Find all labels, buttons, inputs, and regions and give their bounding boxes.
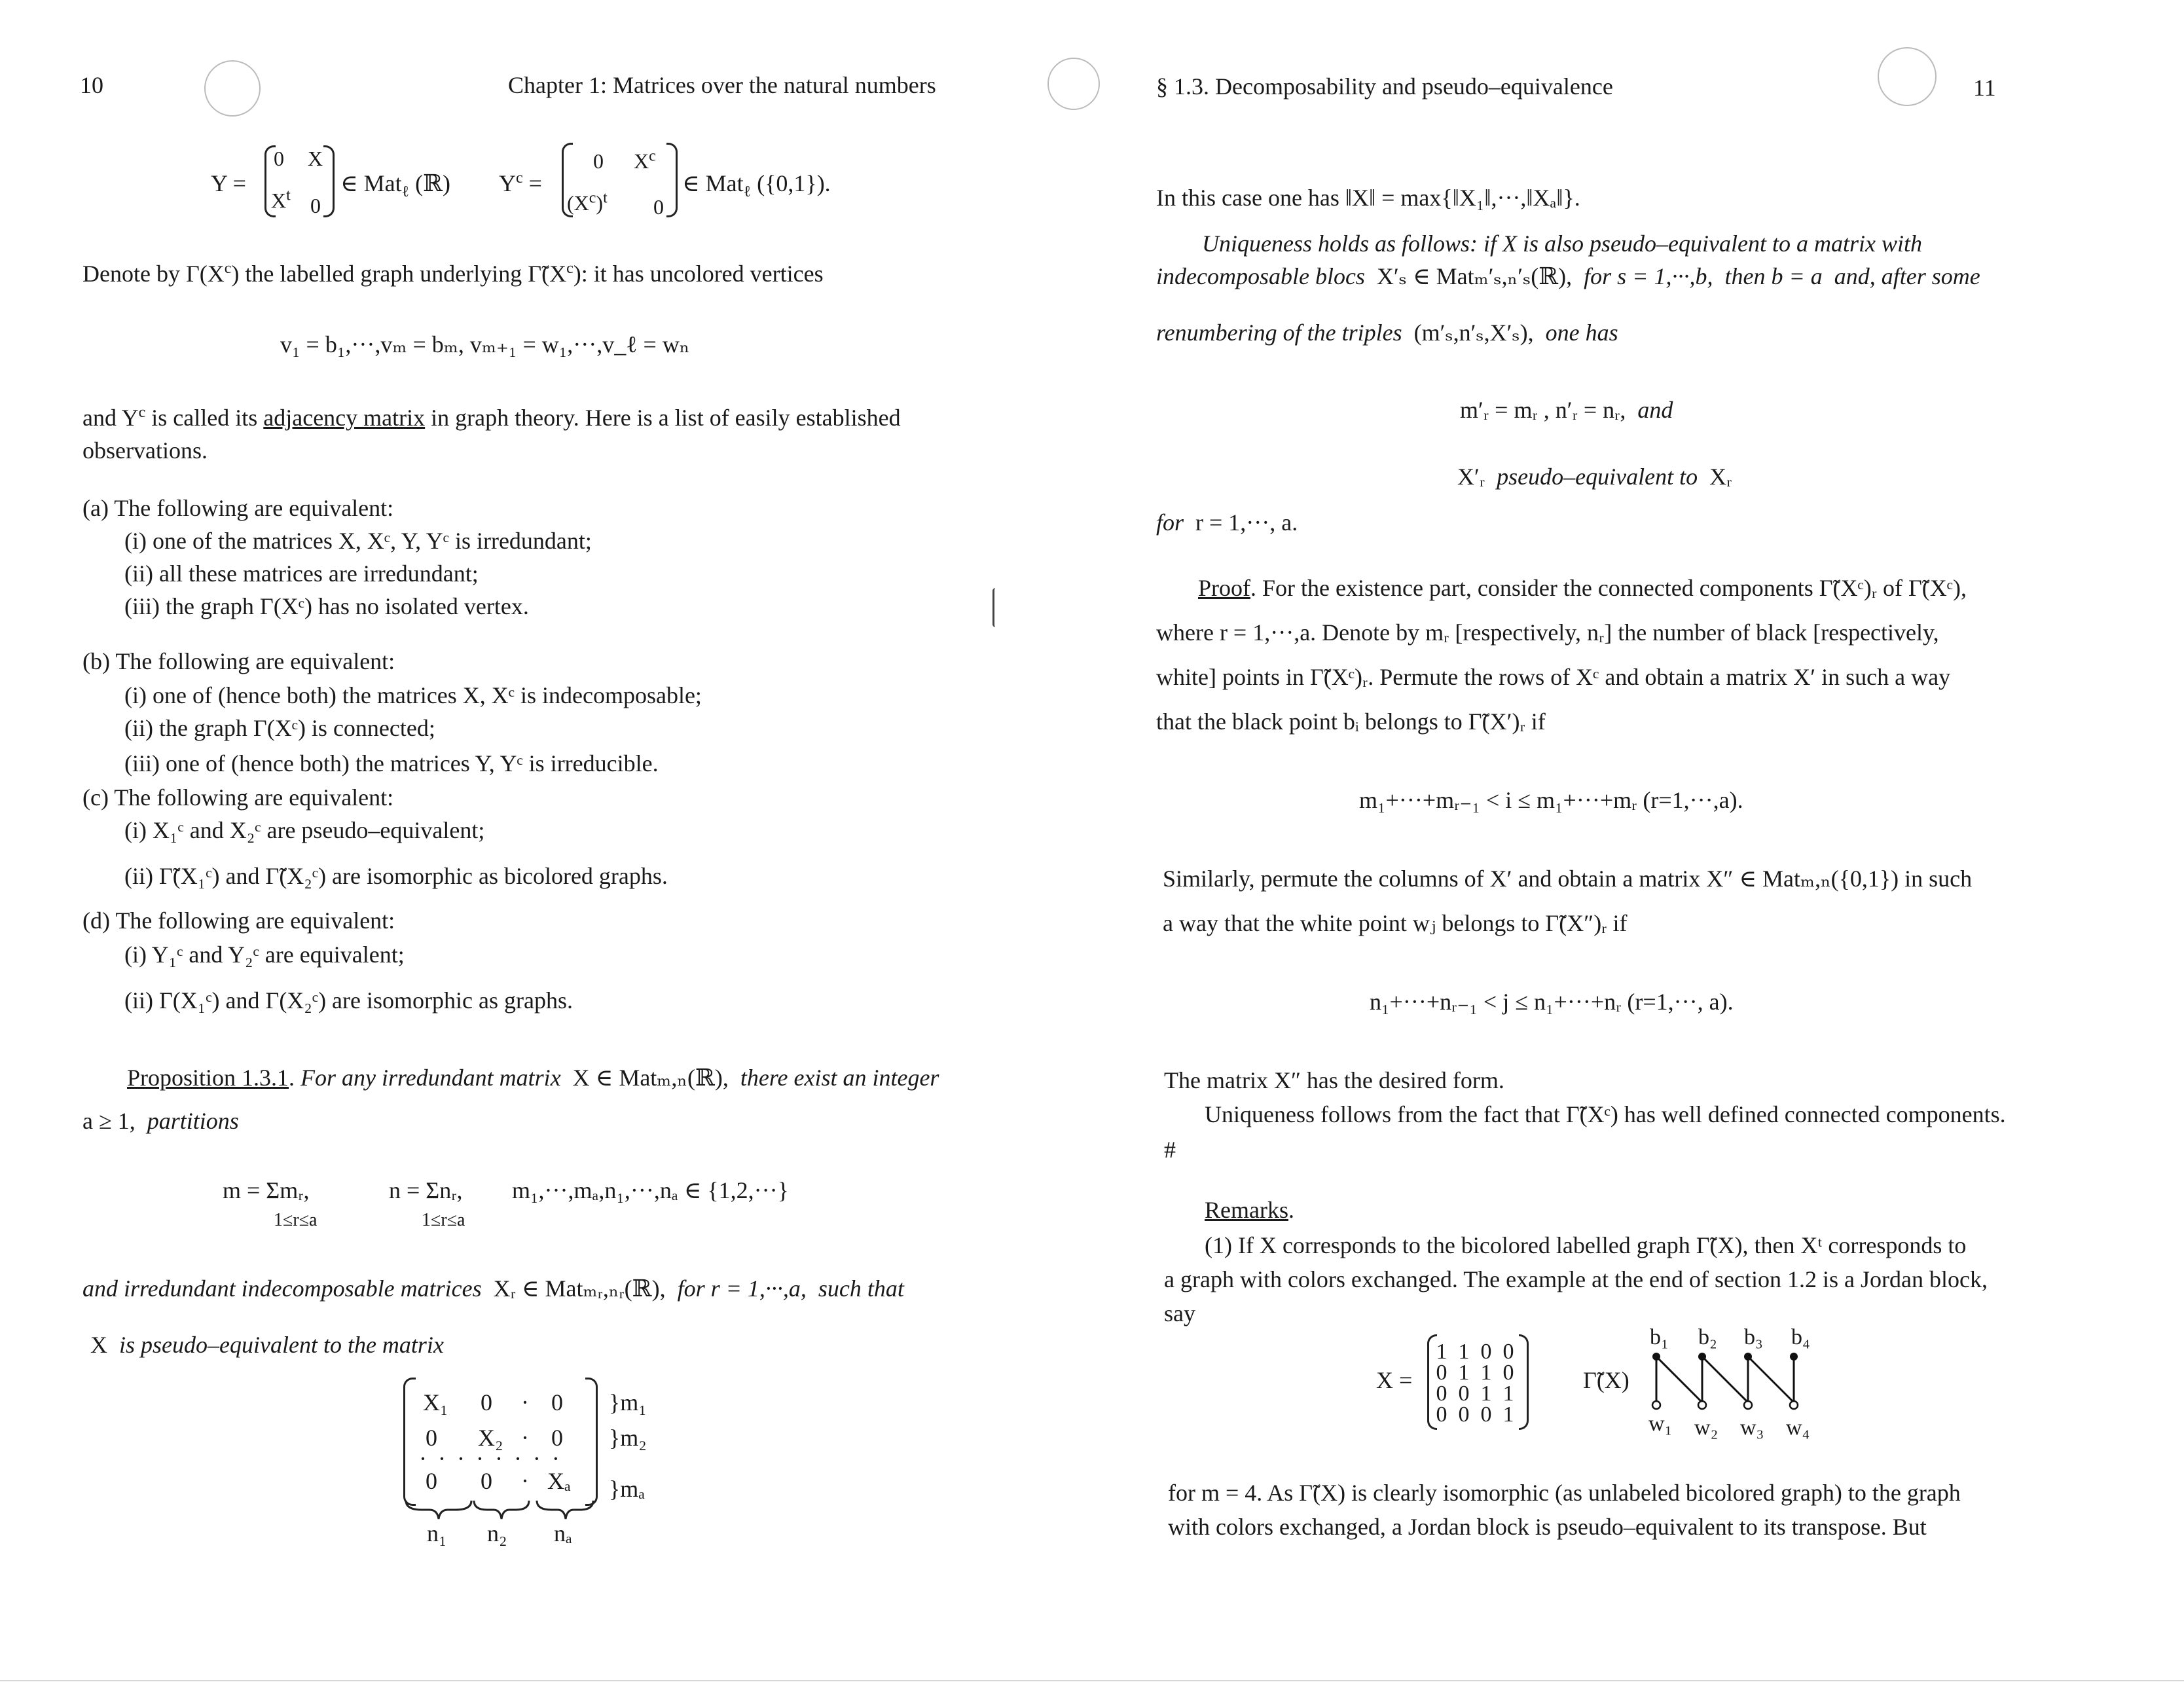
x-equals: X = [1376,1367,1413,1393]
node-label-w1: w₁ [1648,1412,1673,1436]
running-head: § 1.3. Decomposability and pseudo–equivalence [1156,73,1613,100]
vertex-list: v₁ = b₁,···,vₘ = bₘ, vₘ₊₁ = w₁,···,v_ℓ = wₙ [280,331,690,357]
node-label-b3: b₃ [1744,1325,1763,1349]
remarks-title: Remarks [1205,1197,1288,1223]
black-nodes [1652,1353,1798,1361]
equation-m-prime: m′ᵣ = mᵣ , n′ᵣ = nᵣ, and [1460,397,1673,423]
adjacency-matrix-term: adjacency matrix [263,405,426,431]
scan-edge-line [0,1680,2184,1681]
margin-mark [992,588,998,627]
page-number: 10 [80,72,103,98]
graph-label: Γ̃(X) [1583,1367,1629,1393]
paragraph-denote: Denote by $\Gamma(X^c)$ the labelled graph underlying $\Gammã(X^c)$: it has uncolored vertices [82,260,824,287]
node-label-w3: w₃ [1740,1416,1764,1440]
white-nodes [1652,1401,1798,1409]
punch-hole-mark [1878,47,1937,106]
right-page: § 1.3. Decomposability and pseudo–equivalence 11 In this case one has ‖X‖ = max{‖X₁‖,···,‖Xₐ‖}. Uniqueness holds as follows: if X is also pseudo–equivalent to a matrix with indecomposable blocs X′ₛ ∈ Matₘ′ₛ,ₙ′ₛ(ℝ), for s = 1,···,b, then b = a and, after some renumbering of the triples (m′ₛ,n′ₛ,X′ₛ), one has m′ᵣ = mᵣ , n′ᵣ = nᵣ, and X′ᵣ pseudo–equivalent to Xᵣ for r = 1,···, a. Proof. For the existence part, consider the connected components Γ̃(Xᶜ)ᵣ of Γ̃(Xᶜ), where r = 1,···,a. Denote by mᵣ [respectively, nᵣ] the number of black [respectively, white] points in Γ̃(Xᶜ)ᵣ. Permute the rows of Xᶜ and obtain a matrix X′ in such a way that the black point bᵢ belongs to Γ̃(X′)ᵣ if m₁+···+mᵣ₋₁ < i ≤ m₁+···+mᵣ (r=1,···,a). Similarly, permute the columns of X′ and obtain a matrix X″ ∈ Matₘ,ₙ({0,1}) in such a way that the white point wⱼ belongs to Γ̃(X″)ᵣ if n₁+···+nᵣ₋₁ < j ≤ n₁+···+nᵣ (r=1,···, a). The matrix X″ has the desired form. Uniqueness follows from the fact that Γ̃(Xᶜ) has well defined connected components. # Remarks. (1) If X corresponds to the bicolored labelled graph Γ̃(X), then Xᵗ corresponds to a graph with colors exchanged. The example at the end of section 1.2 is a Jordan block, say X = 1 1 0 0 0 1 1 0 0 0 1 1 0 0 0 1 Γ̃(X) b₁ b₂ b₃ b₄ w₁ w₂ w₃ w₄ for m = 4. As Γ̃(X) is clearly isomorphic (as unlabeled bicolored graph) to the graph with colors exchanged, a Jordan block is pseudo–equivalent to its transpose. But [1092,0,2184,1699]
qed-symbol: # [1164,1137,1176,1163]
left-page: 10 Chapter 1: Matrices over the natural numbers Y = 0 X $X^t$ 0 ∈ Mat$_\ell$ (ℝ) $Y^c$ = 0 $X^c$ $(X^c)^t$ 0 ∈ Mat$_\ell$ ({0,1}). Denote by $\Gamma(X^c)$ the labelled graph underlying $\Gammã(X^c)$: it has uncolored vertices v₁ = b₁,···,vₘ = bₘ, vₘ₊₁ = w₁,···,v_ℓ = wₙ and $Y^c$ is called its adjacency matrix in graph theory. Here is a list of easily established observations. (a) The following are equivalent: (i) one of the matrices X, Xᶜ, Y, Yᶜ is irredundant; (ii) all these matrices are irredundant; (iii) the graph Γ(Xᶜ) has no isolated vertex. (b) The following are equivalent: (i) one of (hence both) the matrices X, Xᶜ is indecomposable; (ii) the graph Γ(Xᶜ) is connected; (iii) one of (hence both) the matrices Y, Yᶜ is irreducible. (c) The following are equivalent: (i) X₁ᶜ and X₂ᶜ are pseudo–equivalent; (ii) Γ̃(X₁ᶜ) and Γ̃(X₂ᶜ) are isomorphic as bicolored graphs. (d) The following are equivalent: (i) Y₁ᶜ and Y₂ᶜ are equivalent; (ii) Γ(X₁ᶜ) and Γ(X₂ᶜ) are isomorphic as graphs. Proposition 1.3.1. For any irredundant matrix X ∈ Matₘ,ₙ(ℝ), there exist an integer a ≥ 1, partitions m = Σmᵣ, n = Σnᵣ, m₁,···,mₐ,n₁,···,nₐ ∈ {1,2,···} 1≤r≤a 1≤r≤a and irredundant indecomposable matrices Xᵣ ∈ Matₘᵣ,ₙᵣ(ℝ), for r = 1,···,a, such that X is pseudo–equivalent to the matrix X₁ 0 · 0 0 X₂ · 0 · · · · · · · · 0 0 · Xₐ }m₁ }m₂ }mₐ n₁ n₂ nₐ [0,0,1092,1699]
punch-hole-mark [1047,58,1100,110]
equation-x-prime: X′ᵣ pseudo–equivalent to Xᵣ [1457,464,1732,490]
page-number: 11 [1973,75,1996,101]
node-label-b2: b₂ [1698,1325,1717,1349]
running-head: Chapter 1: Matrices over the natural numbers [508,72,936,98]
punch-hole-mark [204,60,261,117]
proposition-label: Proposition 1.3.1 [127,1065,289,1091]
node-label-w4: w₄ [1786,1416,1810,1440]
uniqueness-line-1: Uniqueness holds as follows: if X is also pseudo–equivalent to a matrix with [1202,230,1922,257]
node-label-b4: b₄ [1791,1325,1810,1349]
proof-label: Proof [1198,575,1250,601]
for-r-line: for r = 1,···, a. [1156,509,1298,536]
bicolored-graph [1642,1349,1812,1421]
paragraph-adjacency: and $Y^c$ is called its adjacency matrix in graph theory. Here is a list of easily established [82,404,901,431]
node-label-w2: w₂ [1694,1416,1719,1440]
uniqueness-line-3: renumbering of the triples (m′ₛ,n′ₛ,X′ₛ), one has [1156,320,1618,346]
norm-line: In this case one has ‖X‖ = max{‖X₁‖,···,‖Xₐ‖}. [1156,185,1580,211]
uniqueness-line-2: indecomposable blocs X′ₛ ∈ Matₘ′ₛ,ₙ′ₛ(ℝ), for s = 1,···,b, then b = a and, after some [1156,263,1980,289]
node-label-b1: b₁ [1650,1325,1669,1349]
